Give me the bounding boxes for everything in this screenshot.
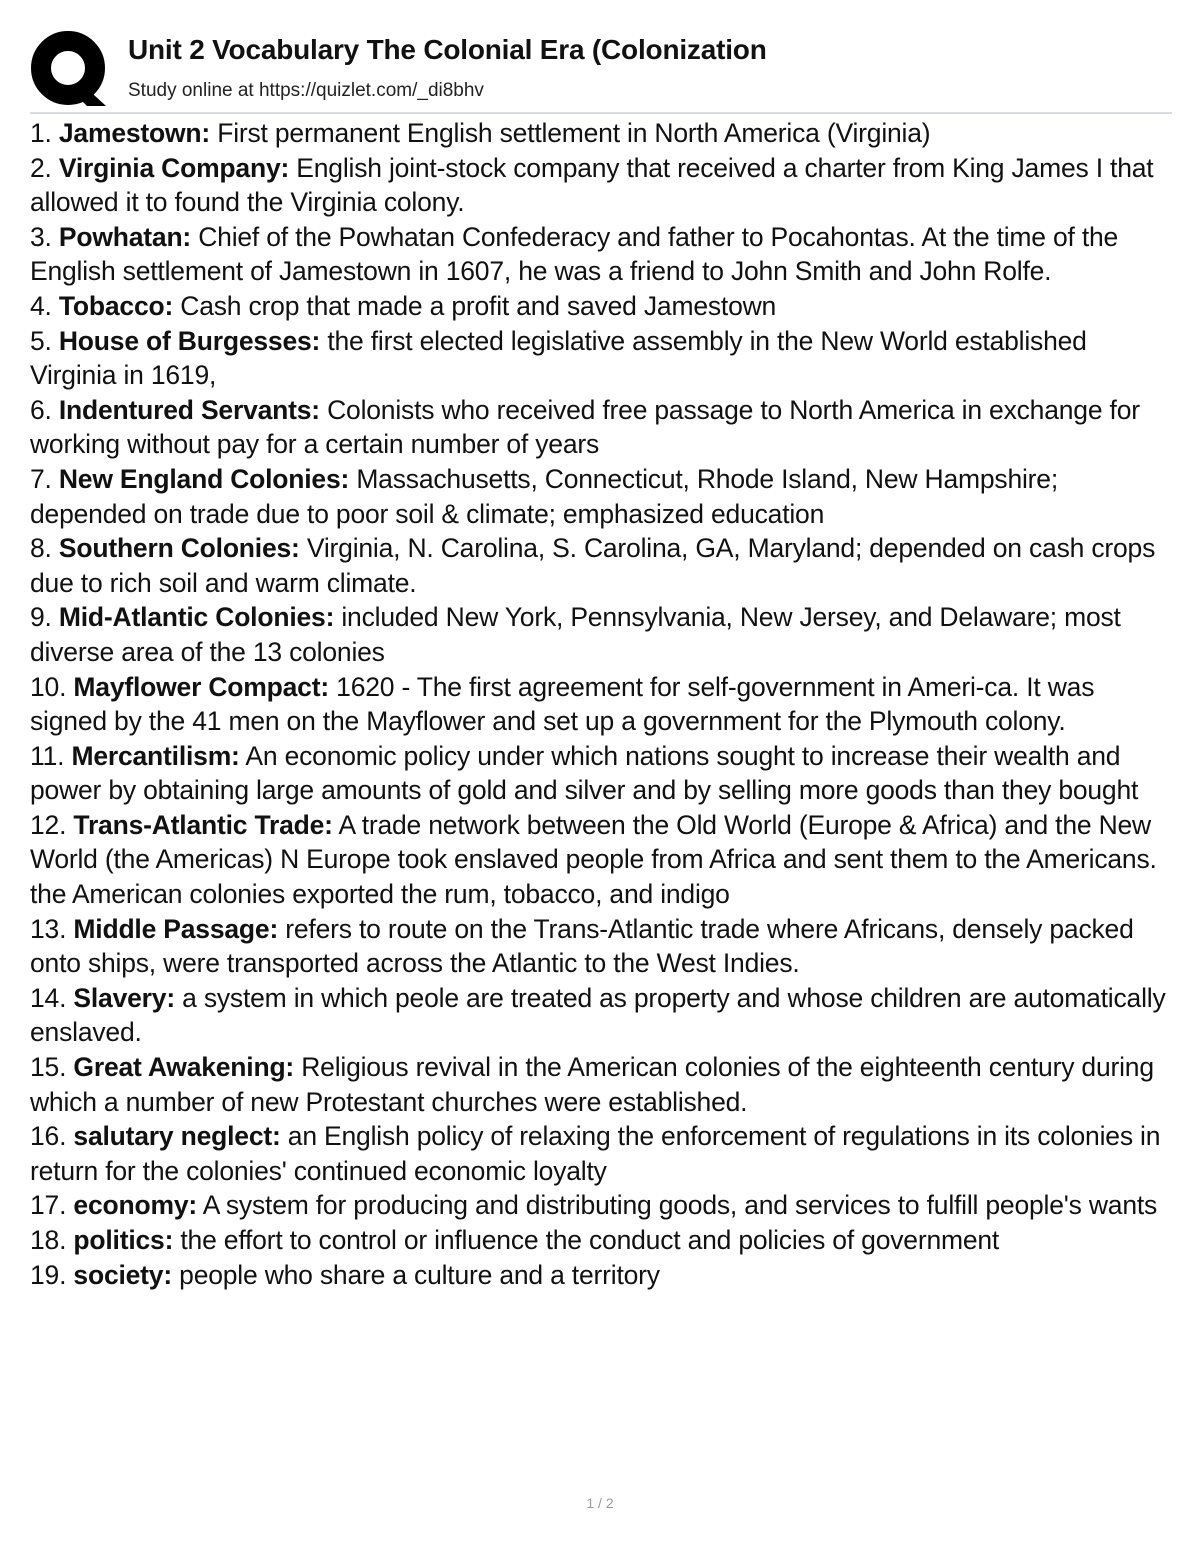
vocab-term: House of Burgesses: xyxy=(58,325,321,356)
vocab-number: 2. xyxy=(30,152,52,183)
vocab-term: politics: xyxy=(73,1225,174,1255)
vocab-definition: refers to route on the Trans-Atlantic trade where Africans, densely packed onto ships, were transported across the Atlantic to the West Indies. xyxy=(30,913,1134,979)
vocab-item xyxy=(30,670,1172,739)
vocab-item xyxy=(30,808,1172,912)
vocab-number: 6. xyxy=(30,394,52,425)
vocab-definition: the first elected legislative assembly in the New World established Virginia in 1619, xyxy=(30,325,1087,391)
vocab-term: salutary neglect: xyxy=(73,1121,281,1152)
vocab-term: Trans-Atlantic Trade: xyxy=(73,809,333,840)
vocab-definition: Religious revival in the American colonies of the eighteenth century during which a number of new Protestant churches were established. xyxy=(30,1052,1154,1117)
vocab-item xyxy=(30,324,1172,393)
vocab-item xyxy=(30,1188,1172,1223)
vocab-item xyxy=(30,220,1172,289)
vocab-definition: Chief of the Powhatan Confederacy and father to Pocahontas. At the time of the English settlement of Jamestown in 1607, he was a friend to John Smith and John Rolfe. xyxy=(30,221,1119,287)
page-indicator: 1 / 2 xyxy=(586,1495,614,1511)
header-divider xyxy=(30,112,1172,114)
vocab-term: Jamestown: xyxy=(58,118,211,148)
vocab-item xyxy=(30,739,1172,808)
vocab-term: society: xyxy=(73,1259,172,1290)
vocab-number: 13. xyxy=(30,913,67,944)
vocab-number: 11. xyxy=(30,740,65,771)
vocab-term: Slavery: xyxy=(73,982,175,1013)
vocab-definition: Massachusetts, Connecticut, Rhode Island, New Hampshire; depended on trade due to poor soil & climate; emphasized education xyxy=(30,463,1058,529)
vocab-number: 10. xyxy=(30,671,67,702)
vocab-definition: First permanent English settlement in North America (Virginia) xyxy=(217,118,931,148)
vocab-number: 9. xyxy=(30,602,52,633)
vocab-definition: Colonists who received free passage to North America in exchange for working without pay for a certain number of years xyxy=(30,394,1140,460)
vocab-definition: Cash crop that made a profit and saved Jamestown xyxy=(180,290,777,321)
vocab-definition: the effort to control or influence the conduct and policies of government xyxy=(180,1225,1000,1255)
vocab-definition: included New York, Pennsylvania, New Jersey, and Delaware; most diverse area of the 13 colonies xyxy=(30,602,1121,667)
vocab-item xyxy=(30,151,1172,220)
vocab-item xyxy=(30,981,1172,1050)
vocab-number: 16. xyxy=(30,1121,67,1152)
vocab-number: 14. xyxy=(30,982,67,1013)
vocab-item xyxy=(30,1119,1172,1188)
vocab-number: 12. xyxy=(30,809,67,840)
vocab-number: 19. xyxy=(30,1259,67,1290)
vocab-term: Indentured Servants: xyxy=(58,394,320,425)
vocab-term: Mayflower Compact: xyxy=(73,671,329,702)
vocab-term: Middle Passage: xyxy=(73,913,279,944)
vocab-item xyxy=(30,600,1172,669)
document-title: Unit 2 Vocabulary The Colonial Era (Colonization xyxy=(128,34,767,65)
vocab-item xyxy=(30,531,1172,600)
document-header xyxy=(30,28,1172,108)
vocab-item xyxy=(30,393,1172,462)
vocab-definition: A system for producing and distributing goods, and services to fulfill people's wants xyxy=(202,1190,1158,1221)
vocab-term: Mid-Atlantic Colonies: xyxy=(58,602,335,633)
vocab-term: Mercantilism: xyxy=(71,740,240,771)
vocab-number: 17. xyxy=(30,1190,67,1221)
vocab-term: Virginia Company: xyxy=(58,152,290,183)
vocab-item xyxy=(30,116,1172,151)
vocab-definition: An economic policy under which nations sought to increase their wealth and power by obtaining large amounts of gold and silver and by selling more goods than they bought xyxy=(30,740,1139,806)
vocab-item xyxy=(30,1050,1172,1119)
vocab-number: 18. xyxy=(30,1225,67,1255)
vocab-number: 8. xyxy=(30,533,52,564)
vocab-definition: A trade network between the Old World (Europe & Africa) and the New World (the Americas) N Europe took enslaved people from Africa and sent them to the Americans. the American colonies exported the rum, tobacco, and indigo xyxy=(30,809,1157,910)
vocab-definition: an English policy of relaxing the enforcement of regulations in its colonies in return for the colonies' continued economic loyalty xyxy=(30,1121,1161,1186)
vocab-definition: Virginia, N. Carolina, S. Carolina, GA, Maryland; depended on cash crops due to rich soil and warm climate. xyxy=(30,533,1156,598)
vocabulary-list xyxy=(30,116,1172,1292)
vocab-definition: people who share a culture and a territory xyxy=(179,1259,660,1290)
vocab-term: Tobacco: xyxy=(58,290,174,321)
vocab-definition: a system in which peole are treated as property and whose children are automatically enslaved. xyxy=(30,982,1166,1048)
vocab-item xyxy=(30,912,1172,981)
vocab-number: 3. xyxy=(30,221,52,252)
vocab-number: 5. xyxy=(30,325,52,356)
vocab-definition: English joint-stock company that received a charter from King James I that allowed it to found the Virginia colony. xyxy=(30,152,1154,218)
vocab-term: economy: xyxy=(73,1190,197,1221)
vocab-number: 7. xyxy=(30,463,52,494)
vocab-term: Southern Colonies: xyxy=(58,533,300,564)
vocab-number: 1. xyxy=(30,118,52,148)
vocab-term: New England Colonies: xyxy=(58,463,350,494)
vocab-definition: 1620 - The first agreement for self-government in Ameri-ca. It was signed by the 41 men on the Mayflower and set up a government for the Plymouth colony. xyxy=(30,671,1095,737)
vocab-number: 15. xyxy=(30,1052,67,1083)
vocab-item xyxy=(30,1223,1172,1258)
quizlet-logo-icon xyxy=(30,30,108,108)
vocab-item xyxy=(30,289,1172,324)
vocab-term: Great Awakening: xyxy=(73,1052,295,1083)
vocab-item xyxy=(30,1258,1172,1293)
study-online-link[interactable]: Study online at https://quizlet.com/_di8bhv xyxy=(128,80,484,101)
vocab-number: 4. xyxy=(30,290,52,321)
vocab-term: Powhatan: xyxy=(58,221,192,252)
vocab-item xyxy=(30,462,1172,531)
